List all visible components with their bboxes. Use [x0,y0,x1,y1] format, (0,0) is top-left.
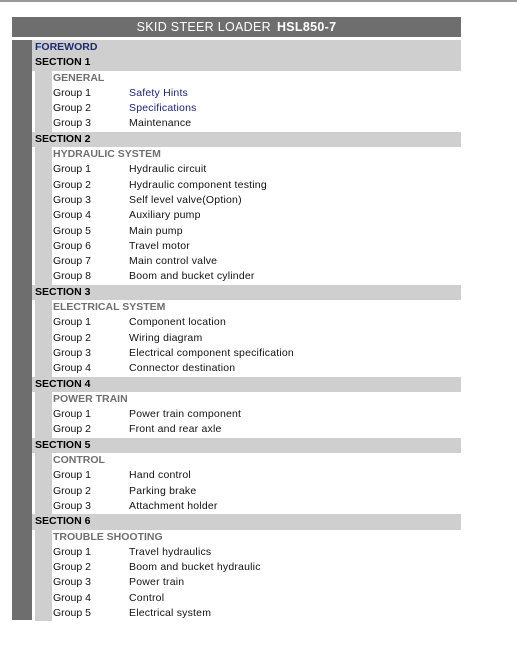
indent-bar [35,116,52,131]
toc-group-link[interactable] [32,162,461,177]
toc-group-link[interactable] [32,116,461,131]
indent-bar [35,86,52,101]
toc-group-link[interactable] [32,315,461,330]
group-name: Control [129,591,165,604]
toc-group-link[interactable] [32,499,461,514]
indent-bar [35,239,52,254]
indent-bar [35,315,52,330]
group-name: Boom and bucket hydraulic [129,561,261,574]
toc-group-link[interactable] [32,422,461,437]
group-number: Group 2 [53,423,91,436]
group-name: Maintenance [129,117,192,130]
indent-bar [35,422,52,437]
group-number: Group 7 [53,255,91,268]
indent-bar [35,346,52,361]
side-bar [12,40,32,620]
toc-group-link[interactable] [32,407,461,422]
group-name: Hydraulic component testing [129,178,267,191]
toc-foreword-link[interactable]: FOREWORD [32,40,461,55]
group-name: Specifications [129,102,197,115]
group-name: Main pump [129,224,183,237]
group-number: Group 1 [53,408,91,421]
header-model: HSL850-7 [276,20,337,34]
group-number: Group 1 [53,316,91,329]
toc-group-link[interactable] [32,575,461,590]
group-number: Group 1 [53,469,91,482]
indent-bar [35,560,52,575]
group-number: Group 3 [53,346,91,359]
indent-bar [35,331,52,346]
indent-bar [35,300,52,315]
toc-section-label[interactable]: SECTION 2 [32,132,461,147]
group-name: Safety Hints [129,86,189,99]
toc-group-link[interactable] [32,224,461,239]
indent-bar [35,269,52,284]
toc-section-title[interactable] [32,71,461,86]
toc-group-link[interactable] [32,193,461,208]
group-name: Boom and bucket cylinder [129,270,255,283]
toc-section-label[interactable]: SECTION 4 [32,377,461,392]
group-number: Group 5 [53,606,91,619]
toc-group-link[interactable] [32,208,461,223]
indent-bar [35,407,52,422]
toc-group-link[interactable] [32,361,461,376]
group-number: Group 2 [53,331,91,344]
indent-bar [35,591,52,606]
indent-bar [35,101,52,116]
toc-group-link[interactable] [32,269,461,284]
group-name: Component location [129,316,226,329]
table-of-contents [32,40,461,621]
toc-section-title[interactable] [32,453,461,468]
indent-bar [35,193,52,208]
group-number: Group 4 [53,591,91,604]
indent-bar [35,208,52,223]
indent-bar [35,178,52,193]
toc-section-title[interactable] [32,300,461,315]
toc-group-link[interactable] [32,254,461,269]
group-name: Connector destination [129,362,236,375]
group-name: Electrical component specification [129,346,294,359]
toc-section-title[interactable] [32,392,461,407]
section-title-text: TROUBLE SHOOTING [53,530,163,543]
indent-bar [35,545,52,560]
group-number: Group 3 [53,117,91,130]
indent-bar [35,530,52,545]
indent-bar [35,606,52,621]
group-number: Group 2 [53,178,91,191]
toc-group-link[interactable] [32,331,461,346]
indent-bar [35,484,52,499]
group-name: Hydraulic circuit [129,163,207,176]
toc-group-link[interactable] [32,545,461,560]
group-name: Wiring diagram [129,331,203,344]
toc-group-link[interactable] [32,591,461,606]
indent-bar [35,361,52,376]
toc-group-link[interactable] [32,86,461,101]
group-name: Hand control [129,469,191,482]
indent-bar [35,162,52,177]
group-name: Electrical system [129,606,212,619]
group-number: Group 4 [53,362,91,375]
group-name: Travel hydraulics [129,545,212,558]
indent-bar [35,147,52,162]
toc-group-link[interactable] [32,239,461,254]
toc-section-label[interactable]: SECTION 6 [32,514,461,529]
group-name: Auxiliary pump [129,209,201,222]
indent-bar [35,499,52,514]
group-number: Group 2 [53,102,91,115]
indent-bar [35,453,52,468]
group-number: Group 3 [53,193,91,206]
toc-group-link[interactable] [32,484,461,499]
toc-section-title[interactable] [32,147,461,162]
section-title-text: GENERAL [53,71,105,84]
group-number: Group 1 [53,86,91,99]
toc-section-title[interactable] [32,530,461,545]
top-border [0,0,517,2]
toc-group-link[interactable] [32,468,461,483]
group-number: Group 8 [53,270,91,283]
group-name: Self level valve(Option) [129,193,242,206]
page-header [12,17,461,37]
group-name: Main control valve [129,255,218,268]
section-title-text: POWER TRAIN [53,392,128,405]
toc-section-label[interactable]: SECTION 1 [32,55,461,70]
indent-bar [35,71,52,86]
group-number: Group 1 [53,163,91,176]
toc-section-label[interactable]: SECTION 3 [32,285,461,300]
group-number: Group 3 [53,576,91,589]
group-number: Group 2 [53,561,91,574]
toc-group-link[interactable] [32,101,461,116]
toc-group-link[interactable] [32,560,461,575]
group-name: Front and rear axle [129,423,222,436]
toc-group-link[interactable] [32,606,461,621]
group-number: Group 6 [53,239,91,252]
group-number: Group 5 [53,224,91,237]
group-number: Group 2 [53,484,91,497]
section-title-text: CONTROL [53,454,105,467]
indent-bar [35,575,52,590]
toc-group-link[interactable] [32,346,461,361]
indent-bar [35,392,52,407]
group-name: Power train component [129,408,242,421]
group-name: Parking brake [129,484,197,497]
group-name: Power train [129,576,185,589]
group-name: Attachment holder [129,499,218,512]
toc-section-label[interactable]: SECTION 5 [32,438,461,453]
group-number: Group 3 [53,499,91,512]
header-title: SKID STEER LOADER [136,20,271,34]
group-name: Travel motor [129,239,190,252]
indent-bar [35,468,52,483]
section-title-text: HYDRAULIC SYSTEM [53,148,161,161]
group-number: Group 4 [53,209,91,222]
indent-bar [35,224,52,239]
toc-group-link[interactable] [32,178,461,193]
indent-bar [35,254,52,269]
group-number: Group 1 [53,545,91,558]
section-title-text: ELECTRICAL SYSTEM [53,301,166,314]
